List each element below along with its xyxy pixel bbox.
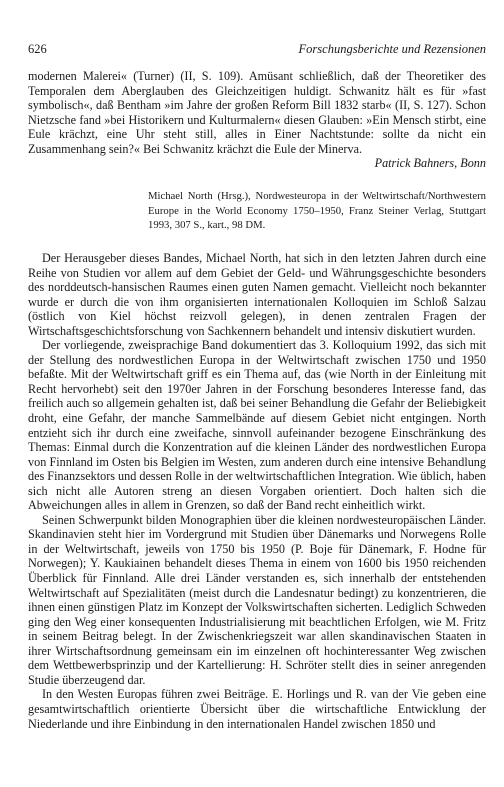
review-body [28,251,486,731]
review-paragraph: In den Westen Europas führen zwei Beiträge. E. Horlings und R. van der Vie geben eine gesamtwirtschaftlich orientierte Übersicht über die wirtschaftliche Entwicklung der Niederlande und ihre Einbindung in den internationalen Handel zwischen 1850 und [28,687,486,731]
previous-review-end [28,69,486,171]
page-number: 626 [28,42,47,56]
bibliographic-entry: Michael North (Hrsg.), Nordwesteuropa in der Weltwirtschaft/Northwestern Europe in the World Economy 1750–1950, Franz Steiner Verlag, Stuttgart 1993, 307 S., kart., 98 DM. [148,190,486,232]
running-title: Forschungsberichte und Rezensionen [298,42,486,56]
previous-review-text: modernen Malerei« (Turner) (II, S. 109). Amüsant schließlich, daß der Theoretiker des Temporalen dem Aberglauben des Gleichzeitigen huldigt. Schwanitz hält es für »fast symbolisch«, daß Bentham »im Jahre der großen Reform Bill 1832 starb« (II, S. 127). Schon Nietzsche fand »bei Historikern und Kulturmalern« diesen Glauben: »Ein Mensch stirbt, eine Eule krächzt, eine Uhr steht still, alles in Einer Nachtstunde: sollte da nicht ein Zusammenhang sein?« Bei Schwanitz krächzt die Eule der Minerva. [28,69,486,156]
reviewer-signature: Patrick Bahners, Bonn [374,156,486,171]
review-paragraph: Seinen Schwerpunkt bilden Monographien über die kleinen nordwesteuropäischen Länder. Skandinavien steht hier im Vordergrund mit Studien über Dänemarks und Norwegens Rolle in der Weltwirtschaft, jeweils von 1750 bis 1950 (P. Boje für Dänemark, F. Hodne für Norwegen); Y. Kaukiainen behandelt dieses Thema in einem von 1600 bis 1950 reichenden Überblick für Finnland. Alle drei Länder verstanden es, sich innerhalb der entstehenden Weltwirtschaft auf Spezialitäten (meist durch die Landesnatur bedingt) zu konzentrieren, die ihnen einen günstigen Platz im Konzept der Volkswirtschaften sicherten. Lediglich Schweden ging den Weg einer konsequenten Industrialisierung mit beachtlichen Erfolgen, wie M. Fritz in seinem Beitrag belegt. In der Zwischenkriegszeit war allen skandinavischen Staaten in ihrer Wirtschaftsordnung gemeinsam ein im einzelnen oft hochinteressanter Weg zwischen dem Wettbewerbsprinzip und der Kartellierung: H. Schröter stellt dies in seiner anregenden Studie überzeugend dar. [28,512,486,687]
review-paragraph: Der Herausgeber dieses Bandes, Michael North, hat sich in den letzten Jahren durch eine Reihe von Studien vor allem auf dem Gebiet der Geld- und Währungsgeschichte besonders des norddeutsch-hansischen Raumes einen guten Namen gemacht. Vielleicht noch bekannter wurde er durch die von ihm organisierten internationalen Kolloquien im Schloß Salzau (östlich von Kiel höchst reizvoll gelegen), in denen zentralen Fragen der Wirtschaftsgeschichtsforschung von Sachkennern behandelt und intensiv diskutiert wurden. [28,251,486,338]
review-paragraph: Der vorliegende, zweisprachige Band dokumentiert das 3. Kolloquium 1992, das sich mit der Stellung des nordwestlichen Europa in der Weltwirtschaft zwischen 1750 und 1950 befaßte. Mit der Weltwirtschaft griff es ein Thema auf, das (wie North in der Einleitung mit Recht hervorhebt) seit den 1970er Jahren in der Forschung besonderes Interesse fand, das freilich auch so allgemein gehalten ist, daß bei seiner Behandlung die Gefahr der Beliebigkeit droht, eine Gefahr, der manche Sammelbände auf diesem Gebiet nicht entgingen. North entzieht sich ihr durch eine zweifache, sinnvoll aufeinander bezogene Einschränkung des Themas: Einmal durch die Konzentration auf die kleinen Länder des nordwestlichen Europa von Finnland im Osten bis Belgien im Westen, zum anderen durch eine intensive Behandlung des Finanzsektors und dessen Rolle in der weltwirtschaftlichen Integration. Wie üblich, haben sich nicht alle Autoren streng an diesen Vorgaben orientiert. Doch halten sich die Abweichungen alles in allem in Grenzen, so daß der Band recht einheitlich wirkt. [28,338,486,513]
